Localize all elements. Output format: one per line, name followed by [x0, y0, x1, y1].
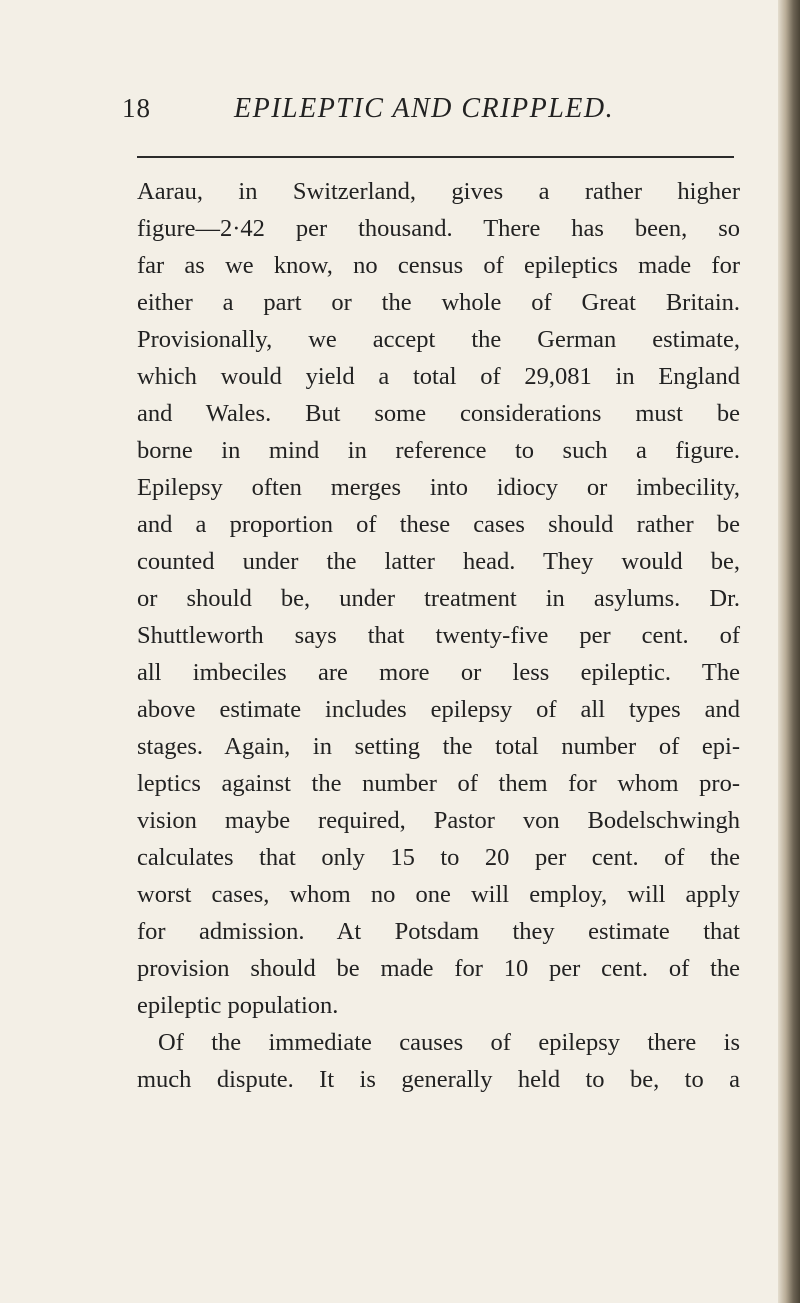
text-line: above estimate includes epilepsy of all types and [137, 696, 740, 723]
text-line: or should be, under treatment in asylums. Dr. [137, 585, 740, 612]
text-line: far as we know, no census of epileptics made for [137, 252, 740, 279]
text-line: Aarau, in Switzerland, gives a rather higher [137, 178, 740, 205]
text-line: counted under the latter head. They would be, [137, 548, 740, 575]
text-line: Of the immediate causes of epilepsy there is [158, 1029, 740, 1056]
page-header [122, 93, 752, 133]
running-head: EPILEPTIC AND CRIPPLED. [234, 93, 615, 124]
text-line: figure—2·42 per thousand. There has been, so [137, 215, 740, 242]
header-rule [137, 156, 734, 158]
text-line: and Wales. But some considerations must be [137, 400, 740, 427]
text-line: either a part or the whole of Great Britain. [137, 289, 740, 316]
text-line: epileptic population. [137, 992, 339, 1019]
text-line: worst cases, whom no one will employ, will apply [137, 881, 740, 908]
text-line: and a proportion of these cases should rather be [137, 511, 740, 538]
page-number: 18 [122, 93, 151, 123]
text-line: which would yield a total of 29,081 in England [137, 363, 740, 390]
text-line: leptics against the number of them for whom pro- [137, 770, 740, 797]
text-line: Epilepsy often merges into idiocy or imbecility, [137, 474, 740, 501]
text-line: much dispute. It is generally held to be, to a [137, 1066, 740, 1093]
text-line: borne in mind in reference to such a figure. [137, 437, 740, 464]
text-line: provision should be made for 10 per cent. of the [137, 955, 740, 982]
text-line: all imbeciles are more or less epileptic. The [137, 659, 740, 686]
text-line: for admission. At Potsdam they estimate that [137, 918, 740, 945]
text-line: calculates that only 15 to 20 per cent. of the [137, 844, 740, 871]
page-edge-shadow [778, 0, 800, 1303]
text-line: vision maybe required, Pastor von Bodelschwingh [137, 807, 740, 834]
text-line: Shuttleworth says that twenty-five per cent. of [137, 622, 740, 649]
text-line: stages. Again, in setting the total number of epi- [137, 733, 740, 760]
text-line: Provisionally, we accept the German estimate, [137, 326, 740, 353]
